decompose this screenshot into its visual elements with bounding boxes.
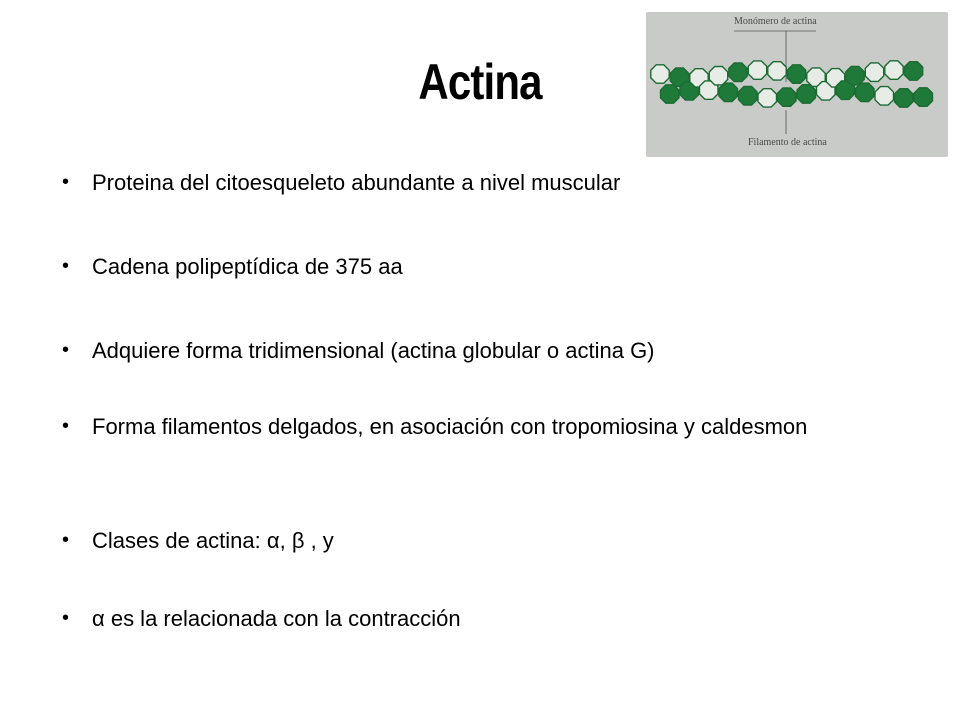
actin-monomer xyxy=(787,65,805,84)
actin-monomer xyxy=(748,61,766,79)
actin-filament-drawing xyxy=(646,12,948,157)
filament-label: Filamento de actina xyxy=(748,137,827,148)
actin-monomer xyxy=(846,66,864,85)
actin-monomer xyxy=(739,87,758,106)
bullet-item xyxy=(62,604,902,633)
actin-monomer xyxy=(778,88,797,106)
actin-monomer xyxy=(661,85,680,103)
bullet-marker: • xyxy=(62,339,70,361)
bullet-item xyxy=(62,168,902,197)
bullet-marker: • xyxy=(62,529,70,551)
actin-monomer xyxy=(729,63,747,82)
actin-monomers xyxy=(651,61,933,107)
slide-title: Actina xyxy=(418,54,542,110)
actin-monomer xyxy=(875,87,894,106)
actin-monomer xyxy=(709,67,727,85)
bullet-item xyxy=(62,526,902,555)
bullet-item xyxy=(62,252,902,281)
bullet-marker: • xyxy=(62,171,70,193)
actin-monomer xyxy=(914,88,933,107)
bullet-text: Forma filamentos delgados, en asociación con tropomiosina y caldesmon xyxy=(92,414,808,439)
bullet-text: Cadena polipeptídica de 375 aa xyxy=(92,254,403,279)
bullet-item xyxy=(62,336,902,365)
actin-monomer xyxy=(904,62,922,80)
bullet-text: Adquiere forma tridimensional (actina globular o actina G) xyxy=(92,338,655,363)
bullet-text: α es la relacionada con la contracción xyxy=(92,606,461,631)
actin-monomer xyxy=(895,89,914,108)
actin-monomer xyxy=(758,89,777,107)
actin-monomer xyxy=(865,63,883,82)
bullet-item xyxy=(62,412,902,441)
bullet-marker: • xyxy=(62,607,70,629)
actin-monomer xyxy=(856,83,875,102)
bullet-text: Proteina del citoesqueleto abundante a nivel muscular xyxy=(92,170,621,195)
bullet-text: Clases de actina: α, β , y xyxy=(92,528,334,553)
actin-monomer xyxy=(768,62,786,80)
actin-monomer xyxy=(797,85,816,104)
monomer-label: Monómero de actina xyxy=(734,16,817,27)
bullet-marker: • xyxy=(62,255,70,277)
actin-monomer xyxy=(651,65,669,83)
bullet-marker: • xyxy=(62,415,70,437)
actin-monomer xyxy=(719,83,738,101)
actin-filament-figure xyxy=(646,12,948,157)
actin-monomer xyxy=(885,61,903,80)
